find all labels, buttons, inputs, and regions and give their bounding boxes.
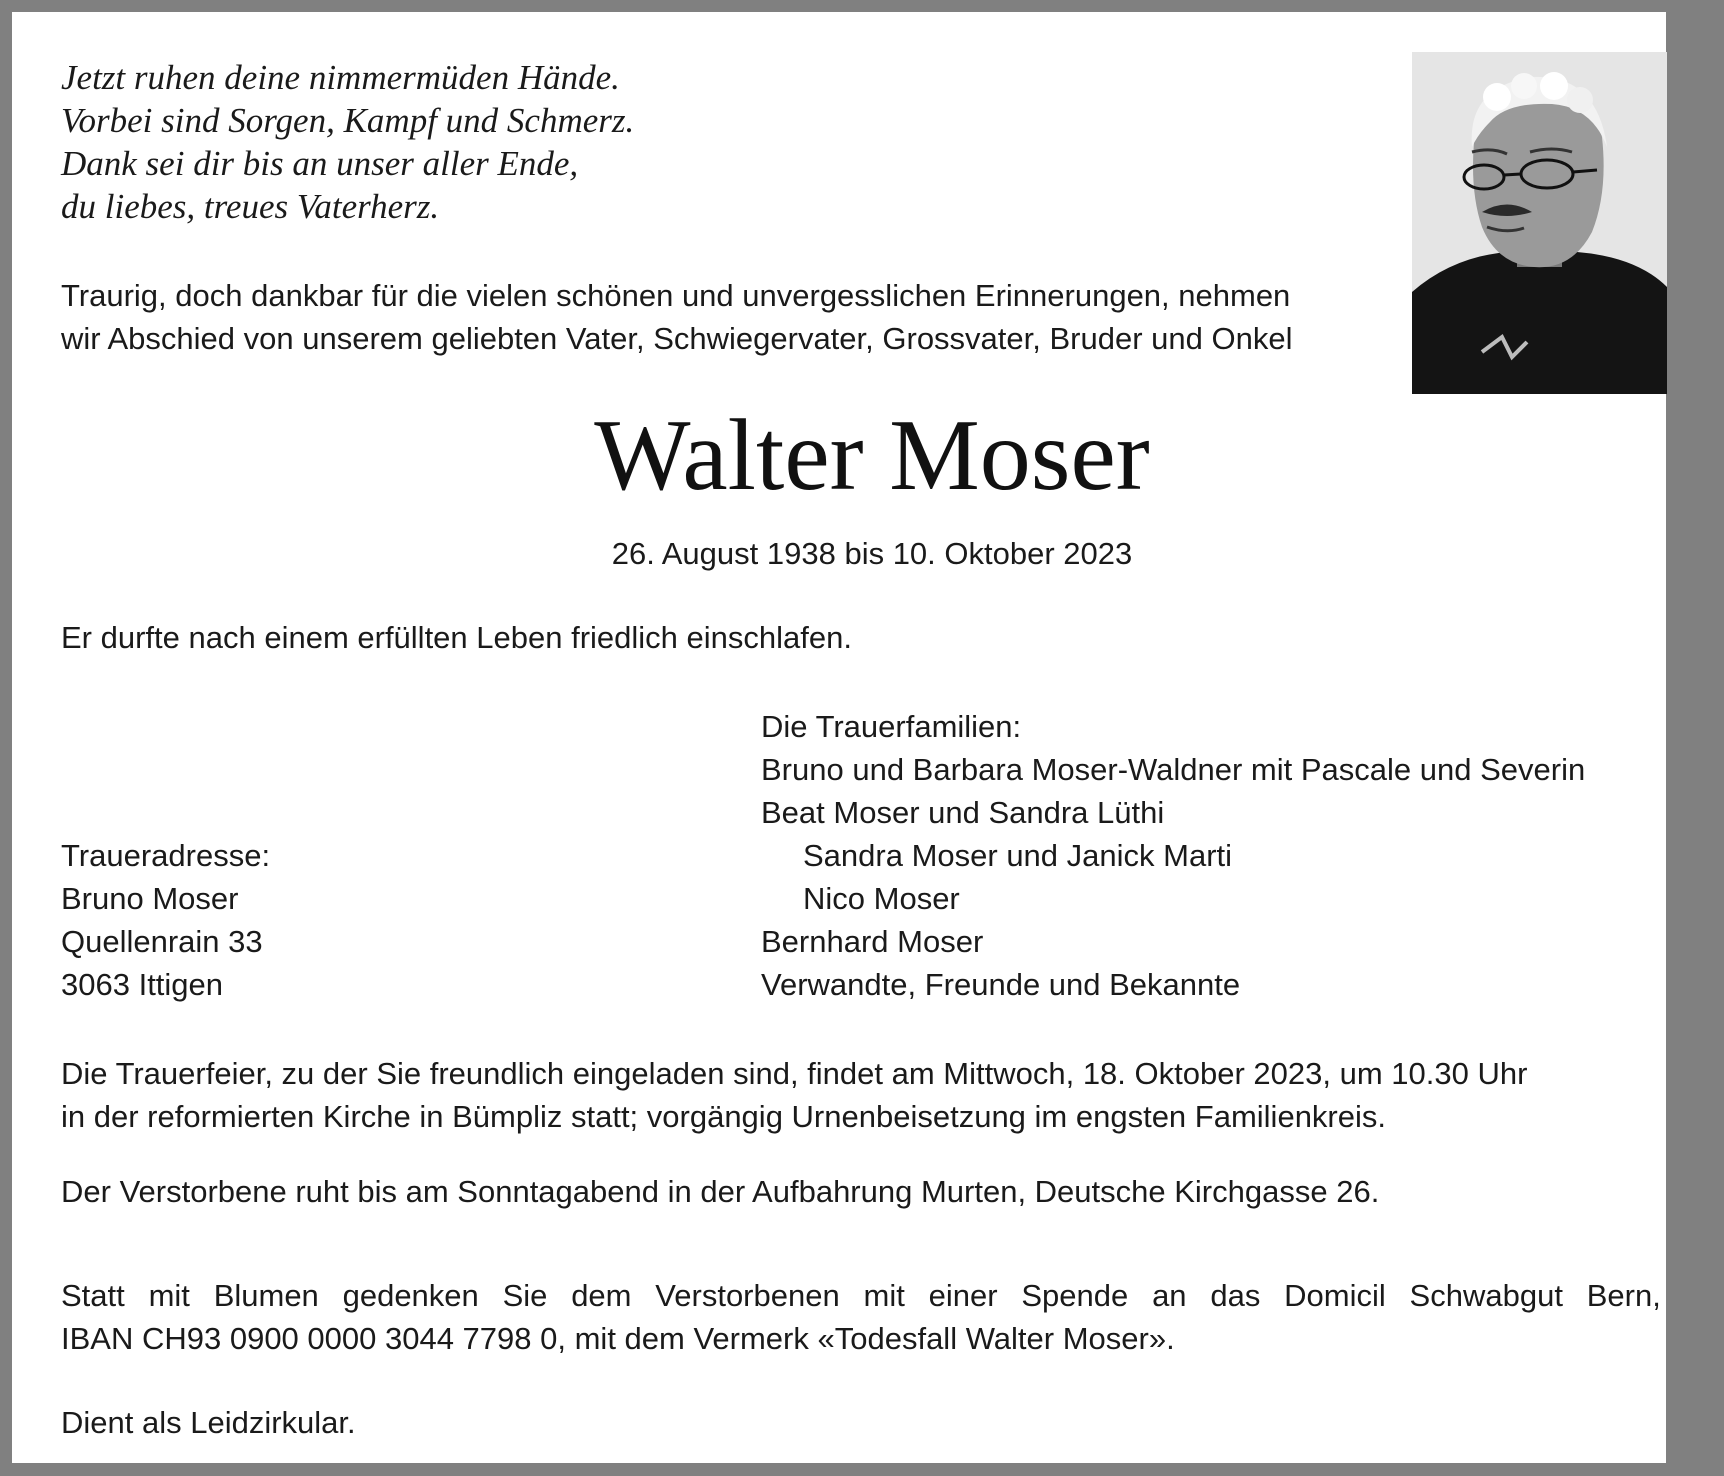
family-member: Bernhard Moser	[761, 924, 984, 959]
ceremony-line: Die Trauerfeier, zu der Sie freundlich eingeladen sind, findet am Mittwoch, 18. Oktober 2023, um 10.30 Uhr	[61, 1056, 1528, 1091]
donation-line-2: IBAN CH93 0900 0000 3044 7798 0, mit dem Vermerk «Todesfall Walter Moser».	[61, 1321, 1175, 1356]
address-name: Bruno Moser	[61, 881, 239, 916]
donation-line-1	[61, 1274, 1661, 1317]
donation-word: mit	[148, 1278, 190, 1313]
life-dates: 26. August 1938 bis 10. Oktober 2023	[611, 536, 1133, 571]
poem-line: Jetzt ruhen deine nimmermüden Hände.	[61, 58, 620, 97]
address-city: 3063 Ittigen	[61, 967, 224, 1002]
viewing-line: Der Verstorbene ruht bis am Sonntagabend in der Aufbahrung Murten, Deutsche Kirchgasse 26.	[61, 1174, 1380, 1209]
address-street: Quellenrain 33	[61, 924, 263, 959]
poem-line: Vorbei sind Sorgen, Kampf und Schmerz.	[61, 101, 635, 140]
donation-word: gedenken	[342, 1278, 479, 1313]
donation-word: dem	[571, 1278, 632, 1313]
intro-line: Traurig, doch dankbar für die vielen schönen und unvergesslichen Erinnerungen, nehmen	[61, 278, 1291, 313]
donation-word: Sie	[502, 1278, 548, 1313]
donation-word: an	[1152, 1278, 1187, 1313]
donation-info	[61, 1274, 1661, 1360]
portrait-photo	[1412, 52, 1667, 394]
family-member: Bruno und Barbara Moser-Waldner mit Pascale und Severin	[761, 752, 1586, 787]
intro-line: wir Abschied von unserem geliebten Vater, Schwiegervater, Grossvater, Bruder und Onkel	[61, 321, 1293, 356]
passing-statement: Er durfte nach einem erfüllten Leben friedlich einschlafen.	[61, 620, 852, 655]
donation-word: mit	[863, 1278, 905, 1313]
portrait-image	[1412, 52, 1667, 394]
memorial-poem	[61, 56, 1261, 228]
ceremony-line: in der reformierten Kirche in Bümpliz statt; vorgängig Urnenbeisetzung im engsten Familienkreis.	[61, 1099, 1386, 1134]
address-heading: Traueradresse:	[61, 838, 271, 873]
donation-word: Statt	[61, 1278, 125, 1313]
deceased-name: Walter Moser	[594, 399, 1150, 512]
families-heading: Die Trauerfamilien:	[761, 709, 1022, 744]
closing-note: Dient als Leidzirkular.	[61, 1405, 356, 1440]
donation-word: Schwabgut	[1409, 1278, 1563, 1313]
poem-line: du liebes, treues Vaterherz.	[61, 187, 440, 226]
obituary-notice	[12, 12, 1666, 1463]
viewing-info	[61, 1170, 1661, 1213]
intro-text	[61, 274, 1361, 360]
donation-word: das	[1210, 1278, 1261, 1313]
donation-word: Blumen	[213, 1278, 319, 1313]
donation-word: einer	[928, 1278, 998, 1313]
donation-word: Bern,	[1586, 1278, 1661, 1313]
poem-line: Dank sei dir bis an unser aller Ende,	[61, 144, 579, 183]
ceremony-info	[61, 1052, 1661, 1138]
family-member: Verwandte, Freunde und Bekannte	[761, 967, 1241, 1002]
donation-word: Spende	[1021, 1278, 1129, 1313]
family-member: Nico Moser	[803, 881, 960, 916]
donation-word: Verstorbenen	[655, 1278, 840, 1313]
donation-word: Domicil	[1284, 1278, 1386, 1313]
family-member: Beat Moser und Sandra Lüthi	[761, 795, 1165, 830]
family-member: Sandra Moser und Janick Marti	[803, 838, 1233, 873]
